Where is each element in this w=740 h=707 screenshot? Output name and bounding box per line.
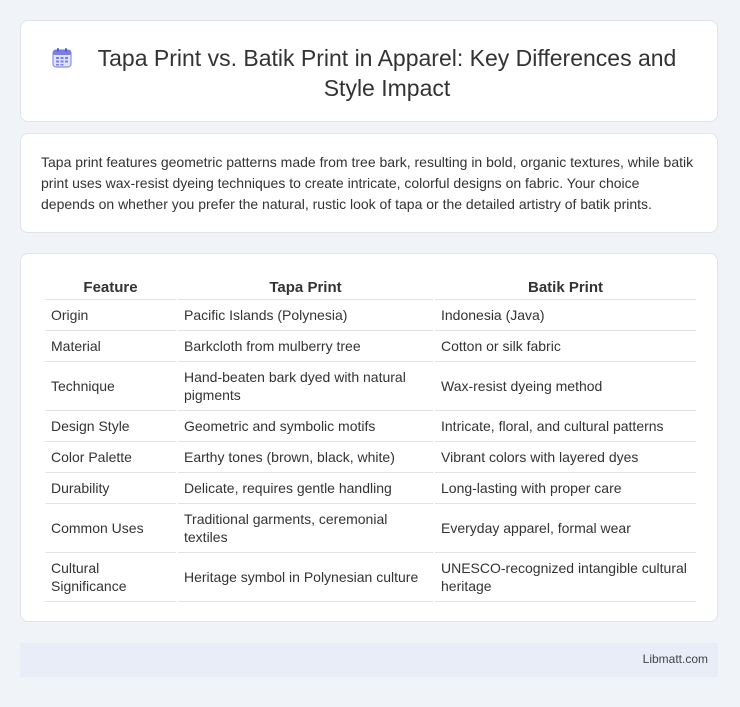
comparison-table <box>43 276 698 602</box>
table-cell: Intricate, floral, and cultural patterns <box>435 411 696 442</box>
table-cell: Vibrant colors with layered dyes <box>435 442 696 473</box>
table-row <box>45 473 696 504</box>
table-row <box>45 362 696 411</box>
table-cell: UNESCO-recognized intangible cultural heritage <box>435 553 696 602</box>
table-cell: Durability <box>45 473 176 504</box>
table-cell: Hand-beaten bark dyed with natural pigments <box>178 362 433 411</box>
header-feature: Feature <box>45 276 176 300</box>
table-row <box>45 300 696 331</box>
table-cell: Origin <box>45 300 176 331</box>
footer <box>20 643 718 677</box>
table-cell: Heritage symbol in Polynesian culture <box>178 553 433 602</box>
table-cell: Barkcloth from mulberry tree <box>178 331 433 362</box>
table-cell: Wax-resist dyeing method <box>435 362 696 411</box>
table-cell: Geometric and symbolic motifs <box>178 411 433 442</box>
table-cell: Earthy tones (brown, black, white) <box>178 442 433 473</box>
table-cell: Long-lasting with proper care <box>435 473 696 504</box>
table-cell: Technique <box>45 362 176 411</box>
table-cell: Cultural Significance <box>45 553 176 602</box>
table-cell: Everyday apparel, formal wear <box>435 504 696 553</box>
table-cell: Cotton or silk fabric <box>435 331 696 362</box>
header-batik: Batik Print <box>435 276 696 300</box>
table-cell: Design Style <box>45 411 176 442</box>
table-row <box>45 442 696 473</box>
table-cell: Common Uses <box>45 504 176 553</box>
title-card <box>20 20 718 122</box>
table-cell: Pacific Islands (Polynesia) <box>178 300 433 331</box>
page-title: Tapa Print vs. Batik Print in Apparel: Key Differences and Style Impact <box>97 45 677 101</box>
table-cell: Delicate, requires gentle handling <box>178 473 433 504</box>
summary-text: Tapa print features geometric patterns made from tree bark, resulting in bold, organic textures, while batik print uses wax-resist dyeing techniques to create intricate, colorful designs on fabric. Your choice depends on whether you prefer the natural, rustic look of tapa or the detailed artistry of batik prints. <box>41 154 694 212</box>
table-cell: Color Palette <box>45 442 176 473</box>
table-row <box>45 411 696 442</box>
header-tapa: Tapa Print <box>178 276 433 300</box>
footer-brand: Libmatt.com <box>642 652 708 666</box>
comparison-table-card <box>20 253 718 622</box>
table-cell: Traditional garments, ceremonial textiles <box>178 504 433 553</box>
summary-card <box>20 133 718 233</box>
table-cell: Indonesia (Java) <box>435 300 696 331</box>
table-header-row <box>45 276 696 300</box>
table-row <box>45 331 696 362</box>
table-cell: Material <box>45 331 176 362</box>
table-row <box>45 504 696 553</box>
table-row <box>45 553 696 602</box>
